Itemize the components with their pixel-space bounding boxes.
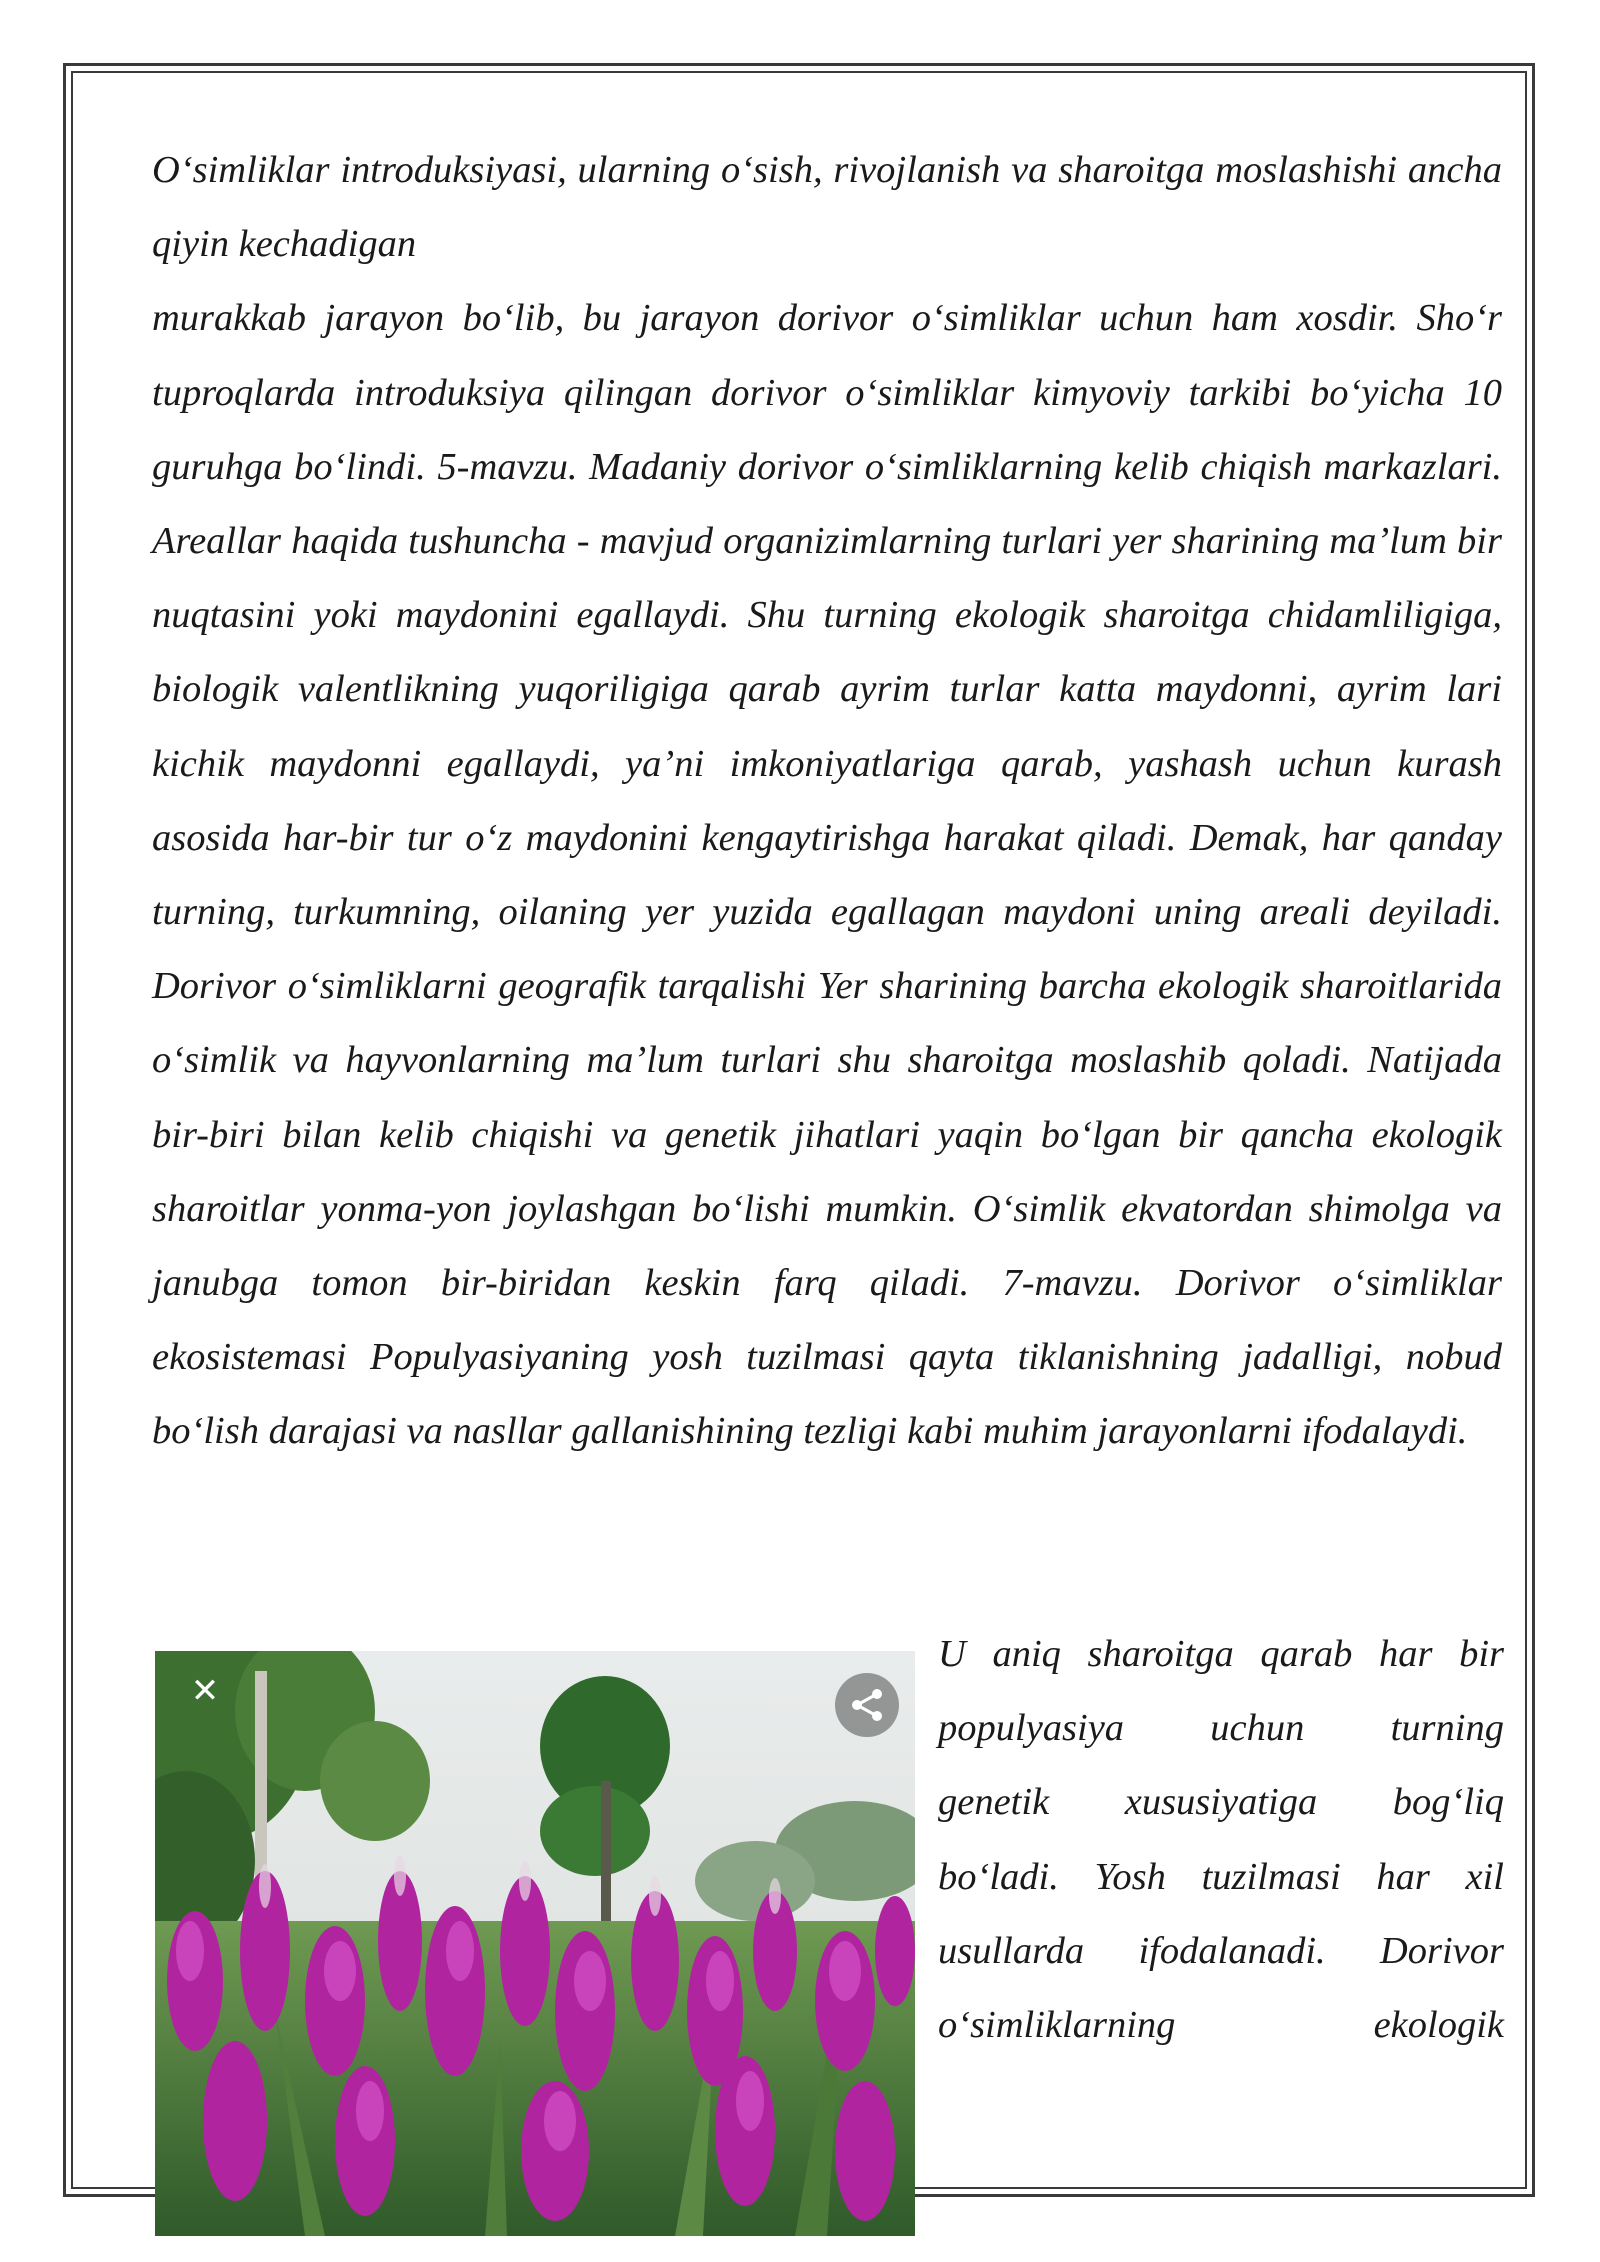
share-icon[interactable]	[835, 1673, 899, 1737]
side-line-2: populyasiya uchun turning	[938, 1707, 1504, 1750]
document-body	[152, 133, 1502, 1469]
side-line-5: usullarda ifodalanadi. Dorivor	[938, 1929, 1504, 1972]
side-line-4: bo‘ladi. Yosh tuzilmasi har xil	[938, 1855, 1504, 1898]
side-line-3: genetik xususiyatiga bog‘liq	[938, 1781, 1504, 1824]
paragraph-2: murakkab jarayon bo‘lib, bu jarayon dorivor o‘simliklar uchun ham xosdir. Sho‘r tuproqlarda introduksiya qilingan dorivor o‘simliklar kimyoviy tarkibi bo‘yicha 10 guruhga bo‘lindi. 5-mavzu. Madaniy dorivor o‘simliklarning kelib chiqish markazlari. Areallar haqida tushuncha - mavjud organizimlarning turlari yer sharining ma’lum bir nuqtasini yoki maydonini egallaydi. Shu turning ekologik sharoitga chidamliligiga, biologik valentlikning yuqoriligiga qarab ayrim turlar katta maydonni, ayrim lari kichik maydonni egallaydi, ya’ni imkoniyatlariga qarab, yashash uchun kurash asosida har-bir tur o‘z maydonini kengaytirishga harakat qiladi. Demak, har qanday turning, turkumning, oilaning yer yuzida egallagan maydoni uning areali deyiladi. Dorivor o‘simliklarni geografik tarqalishi Yer sharining barcha ekologik sharoitlarida o‘simlik va hayvonlarning ma’lum turlari shu sharoitga moslashib qoladi. Natijada bir-biri bilan kelib chiqishi va genetik jihatlari yaqin bo‘lgan bir qancha ekologik sharoitlar yonma-yon joylashgan bo‘lishi mumkin. O‘simlik ekvatordan shimolga va janubga tomon bir-biridan keskin farq qiladi. 7-mavzu. Dorivor o‘simliklar ekosistemasi Populyasiyaning yosh tuzilmasi qayta tiklanishning jadalligi, nobud bo‘lish darajasi va nasllar gallanishining tezligi kabi muhim jarayonlarni ifodalaydi.	[152, 297, 1502, 1453]
flower-field-image	[155, 1651, 915, 2236]
side-column-text	[938, 1617, 1504, 2062]
side-line-1: U aniq sharoitga qarab har bir	[938, 1633, 1504, 1675]
paragraph-1: O‘simliklar introduksiyasi, ularning o‘sish, rivojlanish va sharoitga moslashishi ancha qiyin kechadigan	[152, 149, 1502, 266]
side-line-6: o‘simliklarning ekologik	[938, 2004, 1504, 2047]
fireweed-photo	[155, 1651, 915, 2236]
close-icon[interactable]: ✕	[190, 1671, 220, 1711]
